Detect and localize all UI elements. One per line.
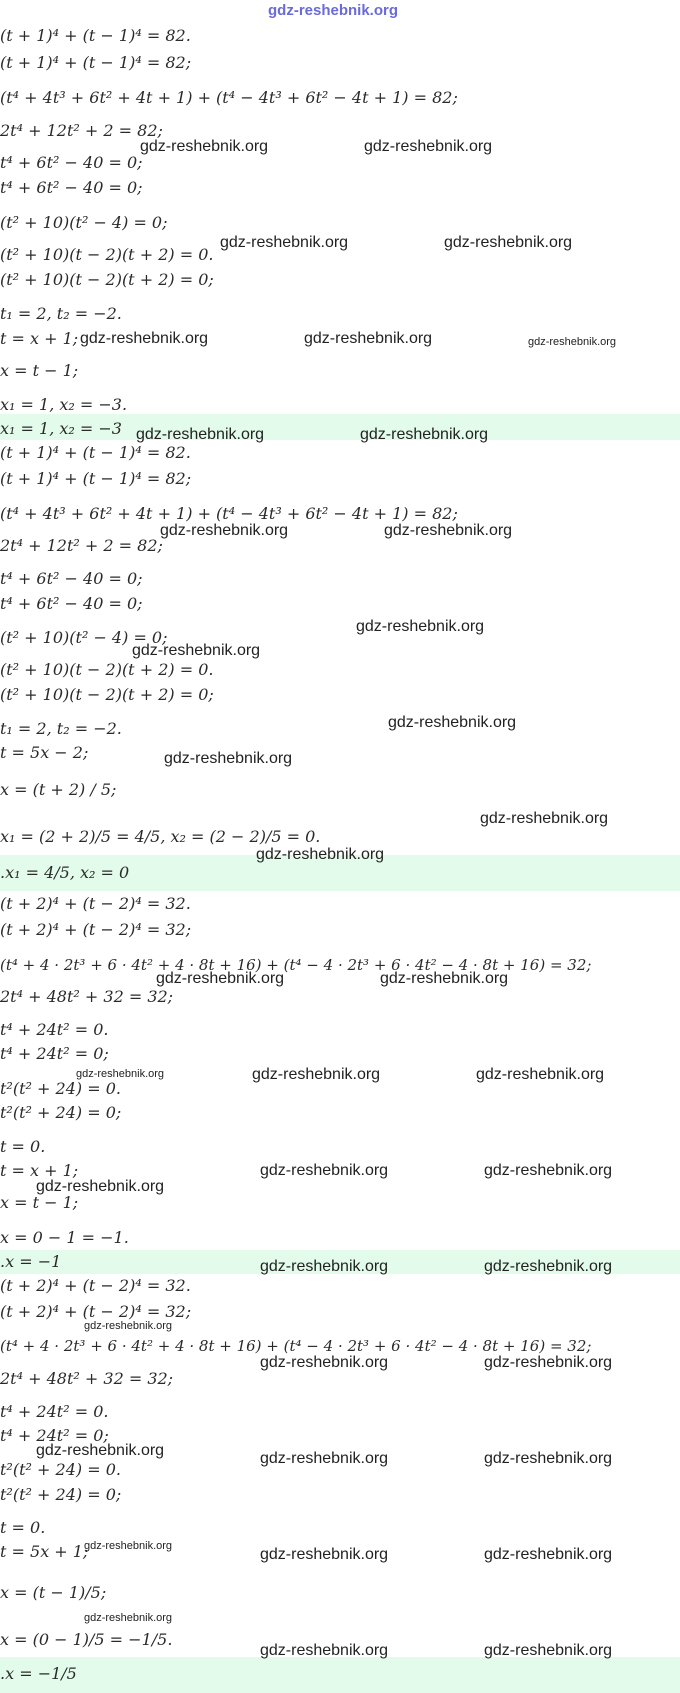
equation-line: t⁴ + 6t² − 40 = 0; bbox=[0, 569, 143, 588]
watermark: gdz-reshebnik.org bbox=[260, 1354, 389, 1371]
equation-line: t⁴ + 6t² − 40 = 0; bbox=[0, 594, 143, 613]
equation-line: (t + 1)⁴ + (t − 1)⁴ = 82. bbox=[0, 26, 191, 45]
watermark: gdz-reshebnik.org bbox=[260, 1642, 389, 1659]
equation-line: (t + 1)⁴ + (t − 1)⁴ = 82; bbox=[0, 469, 192, 488]
equation-line: (t + 1)⁴ + (t − 1)⁴ = 82. bbox=[0, 443, 191, 462]
watermark: gdz-reshebnik.org bbox=[260, 1546, 389, 1563]
equation-line: t²(t² + 24) = 0. bbox=[0, 1079, 121, 1098]
equation-line: (t + 1)⁴ + (t − 1)⁴ = 82; bbox=[0, 53, 192, 72]
equation-line: (t⁴ + 4 · 2t³ + 6 · 4t² + 4 · 8t + 16) + (t⁴ − 4 · 2t³ + 6 · 4t² − 4 · 8t + 16) = 32; bbox=[0, 956, 592, 974]
watermark: gdz-reshebnik.org bbox=[484, 1258, 613, 1275]
equation-line: (t + 2)⁴ + (t − 2)⁴ = 32; bbox=[0, 920, 192, 939]
equation-line: 2t⁴ + 12t² + 2 = 82; bbox=[0, 121, 163, 140]
watermark: gdz-reshebnik.org bbox=[476, 1066, 605, 1083]
answer-line: x₁ = 1, x₂ = −3 bbox=[0, 419, 122, 438]
equation-line: t = x + 1; bbox=[0, 329, 79, 348]
watermark: gdz-reshebnik.org bbox=[528, 336, 617, 348]
equation-line: 2t⁴ + 12t² + 2 = 82; bbox=[0, 536, 163, 555]
equation-line: 2t⁴ + 48t² + 32 = 32; bbox=[0, 987, 174, 1006]
equation-line: t₁ = 2, t₂ = −2. bbox=[0, 719, 122, 738]
equation-line: x = (t + 2) / 5; bbox=[0, 780, 117, 799]
answer-line: .x = −1 bbox=[0, 1252, 62, 1271]
equation-line: x₁ = (2 + 2)/5 = 4/5, x₂ = (2 − 2)/5 = 0. bbox=[0, 827, 321, 846]
watermark: gdz-reshebnik.org bbox=[484, 1354, 613, 1371]
equation-line: (t + 2)⁴ + (t − 2)⁴ = 32. bbox=[0, 1276, 191, 1295]
equation-line: t = 0. bbox=[0, 1137, 46, 1156]
equation-line: (t² + 10)(t − 2)(t + 2) = 0; bbox=[0, 685, 214, 704]
equation-line: x₁ = 1, x₂ = −3. bbox=[0, 395, 128, 414]
watermark: gdz-reshebnik.org bbox=[260, 1258, 389, 1275]
watermark: gdz-reshebnik.org bbox=[36, 1442, 165, 1459]
watermark: gdz-reshebnik.org bbox=[380, 970, 509, 987]
equation-line: t⁴ + 24t² = 0; bbox=[0, 1044, 109, 1063]
equation-line: t = 0. bbox=[0, 1518, 46, 1537]
watermark: gdz-reshebnik.org bbox=[156, 970, 285, 987]
watermark: gdz-reshebnik.org bbox=[360, 426, 489, 443]
watermark: gdz-reshebnik.org bbox=[36, 1178, 165, 1195]
watermark: gdz-reshebnik.org bbox=[220, 234, 349, 251]
equation-line: t⁴ + 24t² = 0. bbox=[0, 1402, 109, 1421]
equation-line: x = (0 − 1)/5 = −1/5. bbox=[0, 1630, 173, 1649]
watermark: gdz-reshebnik.org bbox=[160, 522, 289, 539]
watermark: gdz-reshebnik.org bbox=[84, 1320, 173, 1332]
equation-line: (t⁴ + 4t³ + 6t² + 4t + 1) + (t⁴ − 4t³ + 6t² − 4t + 1) = 82; bbox=[0, 88, 458, 107]
watermark: gdz-reshebnik.org bbox=[444, 234, 573, 251]
equation-line: t⁴ + 24t² = 0. bbox=[0, 1020, 109, 1039]
equation-line: (t⁴ + 4 · 2t³ + 6 · 4t² + 4 · 8t + 16) + (t⁴ − 4 · 2t³ + 6 · 4t² − 4 · 8t + 16) = 32; bbox=[0, 1337, 592, 1355]
watermark: gdz-reshebnik.org bbox=[384, 522, 513, 539]
equation-line: (t² + 10)(t² − 4) = 0; bbox=[0, 628, 168, 647]
equation-line: (t + 2)⁴ + (t − 2)⁴ = 32. bbox=[0, 894, 191, 913]
watermark: gdz-reshebnik.org bbox=[140, 138, 269, 155]
equation-line: t = x + 1; bbox=[0, 1161, 79, 1180]
equation-line: (t² + 10)(t − 2)(t + 2) = 0. bbox=[0, 660, 214, 679]
equation-line: t²(t² + 24) = 0. bbox=[0, 1460, 121, 1479]
watermark: gdz-reshebnik.org bbox=[260, 1162, 389, 1179]
header-watermark: gdz-reshebnik.org bbox=[268, 2, 399, 19]
watermark: gdz-reshebnik.org bbox=[388, 714, 517, 731]
watermark: gdz-reshebnik.org bbox=[304, 330, 433, 347]
equation-line: t⁴ + 6t² − 40 = 0; bbox=[0, 178, 143, 197]
answer-line: .x = −1/5 bbox=[0, 1664, 77, 1683]
watermark: gdz-reshebnik.org bbox=[84, 1540, 173, 1552]
watermark: gdz-reshebnik.org bbox=[80, 330, 209, 347]
equation-line: x = (t − 1)/5; bbox=[0, 1583, 107, 1602]
watermark: gdz-reshebnik.org bbox=[84, 1612, 173, 1624]
watermark: gdz-reshebnik.org bbox=[364, 138, 493, 155]
equation-line: (t² + 10)(t − 2)(t + 2) = 0. bbox=[0, 245, 214, 264]
equation-line: x = t − 1; bbox=[0, 1193, 79, 1212]
watermark: gdz-reshebnik.org bbox=[256, 846, 385, 863]
equation-line: (t² + 10)(t² − 4) = 0; bbox=[0, 213, 168, 232]
equation-line: (t⁴ + 4t³ + 6t² + 4t + 1) + (t⁴ − 4t³ + 6t² − 4t + 1) = 82; bbox=[0, 504, 458, 523]
watermark: gdz-reshebnik.org bbox=[484, 1546, 613, 1563]
equation-line: t²(t² + 24) = 0; bbox=[0, 1485, 122, 1504]
watermark: gdz-reshebnik.org bbox=[252, 1066, 381, 1083]
equation-line: 2t⁴ + 48t² + 32 = 32; bbox=[0, 1369, 174, 1388]
watermark: gdz-reshebnik.org bbox=[480, 810, 609, 827]
watermark: gdz-reshebnik.org bbox=[484, 1642, 613, 1659]
equation-line: x = t − 1; bbox=[0, 361, 79, 380]
equation-line: t = 5x − 2; bbox=[0, 743, 89, 762]
equation-line: (t + 2)⁴ + (t − 2)⁴ = 32; bbox=[0, 1302, 192, 1321]
watermark: gdz-reshebnik.org bbox=[164, 750, 293, 767]
answer-highlight bbox=[0, 1657, 680, 1693]
watermark: gdz-reshebnik.org bbox=[76, 1068, 165, 1080]
equation-line: t₁ = 2, t₂ = −2. bbox=[0, 304, 122, 323]
equation-line: t⁴ + 6t² − 40 = 0; bbox=[0, 153, 143, 172]
equation-line: t²(t² + 24) = 0; bbox=[0, 1103, 122, 1122]
equation-line: t = 5x + 1; bbox=[0, 1542, 89, 1561]
watermark: gdz-reshebnik.org bbox=[356, 618, 485, 635]
watermark: gdz-reshebnik.org bbox=[484, 1450, 613, 1467]
equation-line: x = 0 − 1 = −1. bbox=[0, 1228, 129, 1247]
watermark: gdz-reshebnik.org bbox=[260, 1450, 389, 1467]
watermark: gdz-reshebnik.org bbox=[132, 642, 261, 659]
watermark: gdz-reshebnik.org bbox=[484, 1162, 613, 1179]
equation-line: (t² + 10)(t − 2)(t + 2) = 0; bbox=[0, 270, 214, 289]
equation-line: t⁴ + 24t² = 0; bbox=[0, 1426, 109, 1445]
watermark: gdz-reshebnik.org bbox=[136, 426, 265, 443]
answer-line: .x₁ = 4/5, x₂ = 0 bbox=[0, 863, 130, 882]
